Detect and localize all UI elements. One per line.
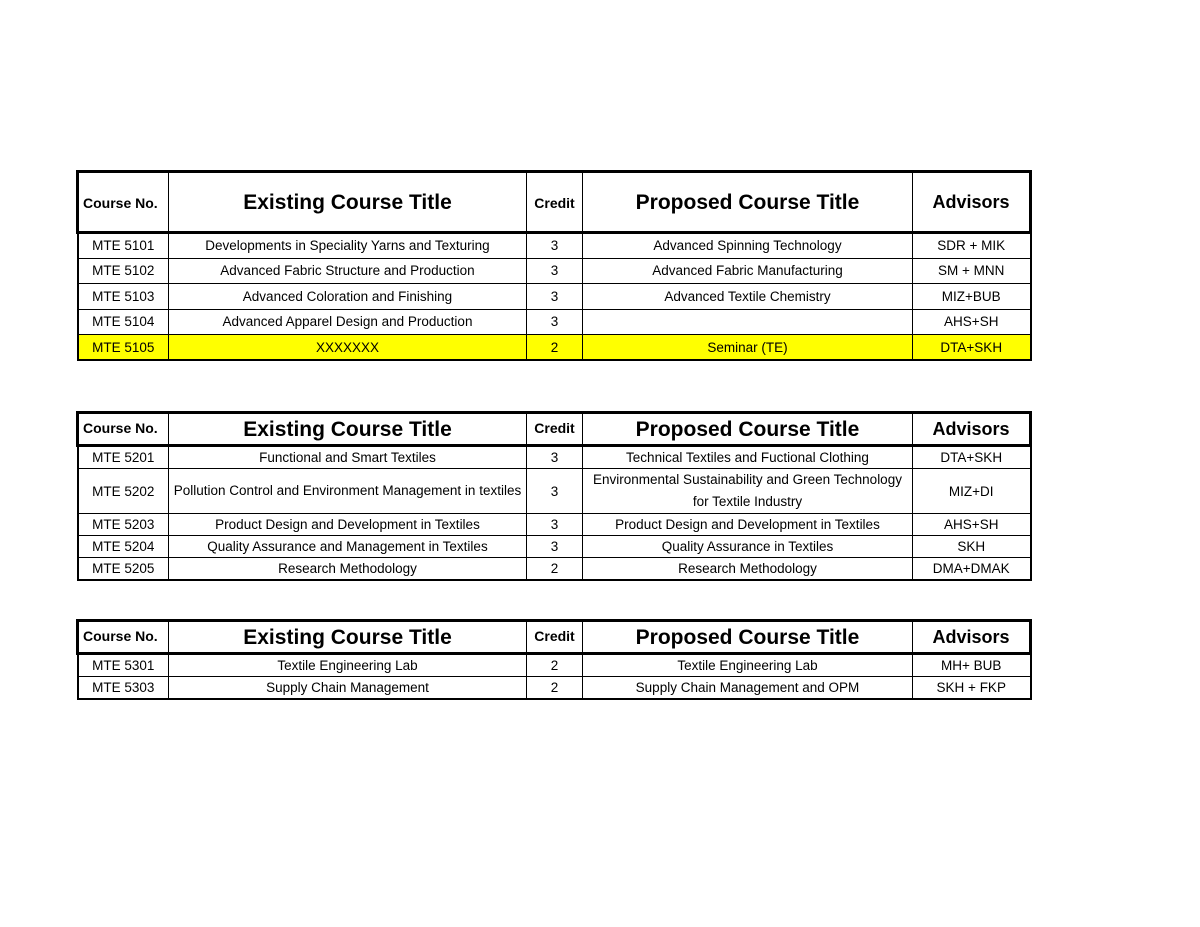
table-row: [78, 654, 1031, 677]
table-row: [78, 284, 1031, 310]
header-advisors: Advisors: [913, 413, 1031, 446]
cell-existing-title: Research Methodology: [169, 558, 527, 581]
table-header-row: [78, 621, 1031, 654]
cell-course-no: MTE 5104: [78, 309, 169, 335]
cell-course-no: MTE 5203: [78, 514, 169, 536]
table-row: [78, 258, 1031, 284]
cell-existing-title: Textile Engineering Lab: [169, 654, 527, 677]
cell-advisors: DMA+DMAK: [913, 558, 1031, 581]
course-table-2: [76, 411, 1032, 581]
cell-existing-title: Quality Assurance and Management in Textiles: [169, 536, 527, 558]
cell-course-no: MTE 5301: [78, 654, 169, 677]
cell-proposed-title: Advanced Textile Chemistry: [583, 284, 913, 310]
header-credit: Credit: [527, 172, 583, 233]
table-row: [78, 309, 1031, 335]
cell-existing-title: Product Design and Development in Textiles: [169, 514, 527, 536]
cell-advisors: SKH + FKP: [913, 677, 1031, 700]
table-row: [78, 514, 1031, 536]
table-header-row: [78, 413, 1031, 446]
cell-advisors: DTA+SKH: [913, 446, 1031, 469]
cell-advisors: DTA+SKH: [913, 335, 1031, 361]
header-course-no: Course No.: [78, 621, 169, 654]
header-course-no: Course No.: [78, 172, 169, 233]
header-proposed-title: Proposed Course Title: [583, 621, 913, 654]
cell-course-no: MTE 5205: [78, 558, 169, 581]
cell-course-no: MTE 5105: [78, 335, 169, 361]
cell-proposed-title: Technical Textiles and Fuctional Clothing: [583, 446, 913, 469]
cell-advisors: AHS+SH: [913, 309, 1031, 335]
table-row-highlighted: [78, 335, 1031, 361]
cell-proposed-title: [583, 309, 913, 335]
cell-existing-title: Developments in Speciality Yarns and Texturing: [169, 233, 527, 259]
cell-existing-title: XXXXXXX: [169, 335, 527, 361]
cell-advisors: SDR + MIK: [913, 233, 1031, 259]
header-existing-title: Existing Course Title: [169, 172, 527, 233]
cell-advisors: MH+ BUB: [913, 654, 1031, 677]
header-advisors: Advisors: [913, 621, 1031, 654]
cell-proposed-title: Product Design and Development in Textiles: [583, 514, 913, 536]
cell-course-no: MTE 5204: [78, 536, 169, 558]
cell-credit: 3: [527, 258, 583, 284]
header-existing-title: Existing Course Title: [169, 413, 527, 446]
cell-credit: 3: [527, 446, 583, 469]
cell-proposed-title: Supply Chain Management and OPM: [583, 677, 913, 700]
cell-existing-title: Advanced Fabric Structure and Production: [169, 258, 527, 284]
header-course-no: Course No.: [78, 413, 169, 446]
cell-course-no: MTE 5102: [78, 258, 169, 284]
cell-proposed-title: Quality Assurance in Textiles: [583, 536, 913, 558]
table-row: [78, 558, 1031, 581]
cell-advisors: MIZ+BUB: [913, 284, 1031, 310]
cell-course-no: MTE 5201: [78, 446, 169, 469]
cell-proposed-title: Advanced Fabric Manufacturing: [583, 258, 913, 284]
cell-credit: 3: [527, 536, 583, 558]
table-row: [78, 446, 1031, 469]
cell-existing-title: Advanced Apparel Design and Production: [169, 309, 527, 335]
header-credit: Credit: [527, 413, 583, 446]
course-table-1: [76, 170, 1032, 361]
table-header-row: [78, 172, 1031, 233]
header-credit: Credit: [527, 621, 583, 654]
cell-advisors: SM + MNN: [913, 258, 1031, 284]
header-proposed-title: Proposed Course Title: [583, 172, 913, 233]
cell-proposed-title: Advanced Spinning Technology: [583, 233, 913, 259]
cell-credit: 2: [527, 654, 583, 677]
cell-credit: 2: [527, 677, 583, 700]
cell-proposed-title: Research Methodology: [583, 558, 913, 581]
cell-existing-title: Supply Chain Management: [169, 677, 527, 700]
header-advisors: Advisors: [913, 172, 1031, 233]
cell-credit: 3: [527, 514, 583, 536]
cell-credit: 2: [527, 558, 583, 581]
cell-proposed-title: Seminar (TE): [583, 335, 913, 361]
cell-advisors: AHS+SH: [913, 514, 1031, 536]
cell-credit: 3: [527, 284, 583, 310]
cell-proposed-title: Environmental Sustainability and Green Technology for Textile Industry: [583, 469, 913, 514]
header-proposed-title: Proposed Course Title: [583, 413, 913, 446]
table-row: [78, 233, 1031, 259]
table-row: [78, 536, 1031, 558]
cell-course-no: MTE 5101: [78, 233, 169, 259]
cell-proposed-title: Textile Engineering Lab: [583, 654, 913, 677]
header-existing-title: Existing Course Title: [169, 621, 527, 654]
cell-course-no: MTE 5202: [78, 469, 169, 514]
cell-credit: 3: [527, 309, 583, 335]
table-row: [78, 469, 1031, 514]
cell-existing-title: Functional and Smart Textiles: [169, 446, 527, 469]
cell-credit: 3: [527, 233, 583, 259]
cell-existing-title: Pollution Control and Environment Management in textiles: [169, 469, 527, 514]
cell-credit: 2: [527, 335, 583, 361]
cell-course-no: MTE 5303: [78, 677, 169, 700]
course-table-3: [76, 619, 1032, 700]
cell-advisors: MIZ+DI: [913, 469, 1031, 514]
table-row: [78, 677, 1031, 700]
cell-existing-title: Advanced Coloration and Finishing: [169, 284, 527, 310]
cell-advisors: SKH: [913, 536, 1031, 558]
cell-course-no: MTE 5103: [78, 284, 169, 310]
cell-credit: 3: [527, 469, 583, 514]
